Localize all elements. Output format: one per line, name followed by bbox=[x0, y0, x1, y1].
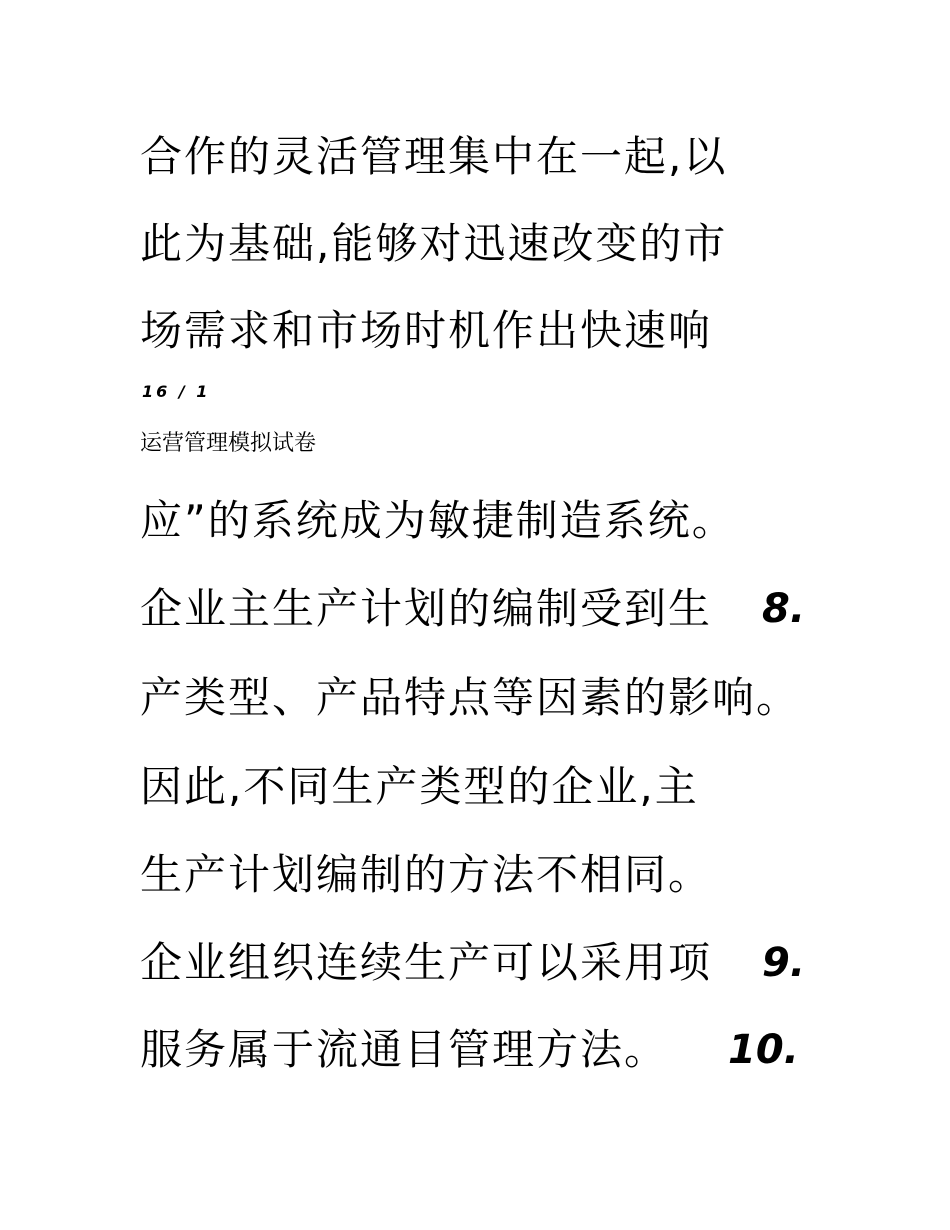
text-line: 场需求和市场时机作出快速响 bbox=[140, 306, 713, 355]
page-number: 16 / 1 bbox=[142, 382, 211, 401]
text-line: 企业组织连续生产可以采用项 bbox=[140, 938, 713, 987]
text-line: 应”的系统成为敏捷制造系统。 bbox=[140, 496, 736, 545]
text-line: 服务属于流通目管理方法。 bbox=[140, 1025, 669, 1074]
question-number: 9. bbox=[762, 940, 806, 986]
text-line: 因此,不同生产类型的企业,主 bbox=[140, 762, 699, 811]
text-line: 此为基础,能够对迅速改变的市 bbox=[140, 219, 728, 268]
question-number: 10. bbox=[728, 1027, 799, 1073]
question-number: 8. bbox=[762, 586, 806, 632]
text-line: 产类型、产品特点等因素的影响。 bbox=[140, 673, 801, 722]
document-header-title: 运营管理模拟试卷 bbox=[140, 431, 317, 456]
text-line: 企业主生产计划的编制受到生 bbox=[140, 584, 713, 633]
text-line: 合作的灵活管理集中在一起,以 bbox=[140, 132, 728, 181]
text-line: 生产计划编制的方法不相同。 bbox=[140, 850, 713, 899]
